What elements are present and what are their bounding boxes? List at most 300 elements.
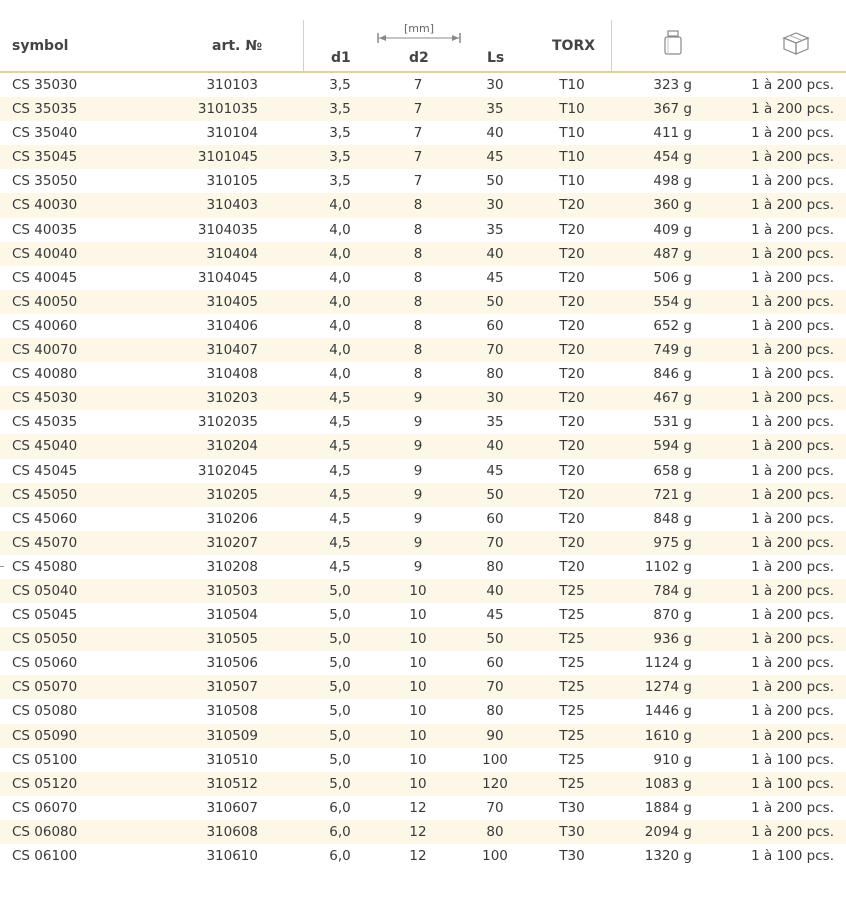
cell-weight: 323 g [653, 77, 692, 93]
cell-art-no: 310104 [206, 125, 258, 142]
cell-pack: 1 à 100 pcs. [751, 775, 834, 792]
cell-pack: 1 à 100 pcs. [751, 751, 834, 768]
cell-d1: 3,5 [329, 149, 351, 166]
table-row [0, 410, 846, 434]
cell-weight: 1274 g [644, 679, 692, 696]
cell-d2: 8 [413, 269, 423, 286]
cell-pack: 1 à 200 pcs. [751, 534, 834, 551]
cell-symbol: CS 45070 [12, 534, 78, 551]
cell-d1: 5,0 [329, 607, 351, 624]
table-row [0, 531, 846, 555]
cell-art-no: 310208 [206, 558, 258, 575]
header-symbol: symbol [12, 38, 69, 54]
cell-pack: 1 à 200 pcs. [751, 607, 834, 624]
cell-pack: 1 à 200 pcs. [751, 438, 834, 455]
cell-torx: T25 [559, 751, 585, 768]
cell-art-no: 310205 [206, 486, 258, 503]
cell-ls: 80 [486, 558, 504, 575]
cell-pack: 1 à 200 pcs. [751, 245, 834, 262]
cell-d2: 10 [409, 631, 427, 648]
cell-ls: 100 [482, 848, 508, 864]
cell-symbol: CS 40040 [12, 245, 78, 262]
cell-d1: 4,5 [329, 534, 351, 551]
table-row [0, 507, 846, 531]
cell-ls: 80 [486, 823, 504, 840]
cell-d2: 8 [413, 221, 423, 238]
cell-d2: 12 [409, 823, 427, 840]
table-row [0, 169, 846, 193]
cell-pack: 1 à 200 pcs. [751, 558, 834, 575]
cell-d2: 10 [409, 775, 427, 792]
cell-symbol: CS 45060 [12, 510, 78, 527]
table-row [0, 362, 846, 386]
cell-torx: T20 [559, 534, 585, 551]
cell-d2: 7 [413, 77, 423, 93]
cell-torx: T30 [559, 848, 585, 864]
cell-weight: 936 g [653, 631, 692, 648]
cell-torx: T20 [559, 438, 585, 455]
cell-torx: T25 [559, 607, 585, 624]
cell-d1: 3,5 [329, 77, 351, 93]
cell-ls: 30 [486, 197, 504, 214]
cell-art-no: 310103 [206, 77, 258, 93]
cell-d2: 12 [409, 848, 427, 864]
cell-symbol: CS 40045 [12, 269, 78, 286]
cell-torx: T20 [559, 293, 585, 310]
header-divider [303, 20, 304, 72]
cell-symbol: CS 05045 [12, 607, 78, 624]
cell-weight: 554 g [653, 293, 692, 310]
cell-d2: 10 [409, 703, 427, 720]
cell-d1: 5,0 [329, 751, 351, 768]
cell-d2: 9 [413, 438, 423, 455]
cell-d1: 4,5 [329, 558, 351, 575]
cell-symbol: CS 35050 [12, 173, 78, 190]
cell-art-no: 310207 [206, 534, 258, 551]
cell-torx: T25 [559, 631, 585, 648]
cell-d1: 4,5 [329, 390, 351, 407]
cell-weight: 870 g [653, 607, 692, 624]
table-body [0, 73, 846, 868]
cell-ls: 70 [486, 679, 504, 696]
table-row [0, 796, 846, 820]
cell-torx: T20 [559, 462, 585, 479]
cell-ls: 35 [486, 221, 504, 238]
cell-weight: 594 g [653, 438, 692, 455]
cell-symbol: CS 05060 [12, 655, 78, 672]
table-row [0, 266, 846, 290]
table-row [0, 193, 846, 217]
cell-ls: 50 [486, 486, 504, 503]
cell-d2: 7 [413, 173, 423, 190]
cell-symbol: CS 35040 [12, 125, 78, 142]
cell-weight: 1320 g [644, 848, 692, 864]
cell-torx: T20 [559, 390, 585, 407]
cell-symbol: CS 35035 [12, 101, 78, 118]
cell-torx: T25 [559, 582, 585, 599]
header-divider [611, 20, 612, 72]
cell-d2: 9 [413, 510, 423, 527]
cell-pack: 1 à 200 pcs. [751, 679, 834, 696]
cell-art-no: 3101045 [197, 149, 258, 166]
cell-ls: 45 [486, 149, 504, 166]
cell-symbol: CS 05050 [12, 631, 78, 648]
cell-symbol: CS 40070 [12, 342, 78, 359]
cell-d2: 7 [413, 101, 423, 118]
cell-weight: 721 g [653, 486, 692, 503]
cell-ls: 120 [482, 775, 508, 792]
table-row [0, 434, 846, 458]
cell-weight: 411 g [653, 125, 692, 142]
cell-art-no: 310403 [206, 197, 258, 214]
cell-d1: 4,5 [329, 510, 351, 527]
cell-pack: 1 à 200 pcs. [751, 823, 834, 840]
cell-pack: 1 à 200 pcs. [751, 173, 834, 190]
cell-symbol: CS 06100 [12, 848, 78, 864]
cell-d2: 10 [409, 727, 427, 744]
cell-ls: 70 [486, 799, 504, 816]
cell-d1: 4,0 [329, 317, 351, 334]
table-row [0, 386, 846, 410]
cell-pack: 1 à 200 pcs. [751, 582, 834, 599]
cell-d2: 8 [413, 293, 423, 310]
cell-symbol: CS 45040 [12, 438, 78, 455]
cell-pack: 1 à 200 pcs. [751, 342, 834, 359]
cell-d2: 9 [413, 414, 423, 431]
cell-symbol: CS 06070 [12, 799, 78, 816]
cell-symbol: CS 05100 [12, 751, 78, 768]
unit-label: [mm] [403, 22, 434, 35]
table-row [0, 290, 846, 314]
cell-art-no: 310503 [206, 582, 258, 599]
cell-d1: 4,0 [329, 269, 351, 286]
table-row [0, 627, 846, 651]
cell-torx: T20 [559, 510, 585, 527]
cell-pack: 1 à 200 pcs. [751, 414, 834, 431]
cell-ls: 100 [482, 751, 508, 768]
cell-d1: 4,5 [329, 462, 351, 479]
cell-torx: T10 [559, 125, 585, 142]
cell-torx: T10 [559, 77, 585, 93]
table-row [0, 820, 846, 844]
table-row [0, 338, 846, 362]
table-row [0, 97, 846, 121]
table-row [0, 772, 846, 796]
cell-weight: 846 g [653, 366, 692, 383]
cell-pack: 1 à 200 pcs. [751, 727, 834, 744]
cell-d2: 8 [413, 342, 423, 359]
cell-art-no: 310408 [206, 366, 258, 383]
cell-pack: 1 à 200 pcs. [751, 462, 834, 479]
header-art-no: art. № [212, 38, 263, 54]
cell-weight: 467 g [653, 390, 692, 407]
dimension-arrow-icon [374, 22, 464, 44]
cell-weight: 367 g [653, 101, 692, 118]
table-row [0, 483, 846, 507]
cell-weight: 1610 g [644, 727, 692, 744]
cell-symbol: CS 40035 [12, 221, 78, 238]
cell-symbol: CS 05080 [12, 703, 78, 720]
cell-symbol: CS 40080 [12, 366, 78, 383]
cell-symbol: CS 05040 [12, 582, 78, 599]
cell-weight: 1884 g [644, 799, 692, 816]
table-row [0, 73, 846, 97]
header-torx: TORX [552, 38, 596, 54]
cell-d1: 5,0 [329, 655, 351, 672]
cell-torx: T10 [559, 149, 585, 166]
cell-weight: 749 g [653, 342, 692, 359]
cell-torx: T20 [559, 317, 585, 334]
cell-ls: 50 [486, 631, 504, 648]
cell-weight: 910 g [653, 751, 692, 768]
cell-art-no: 310506 [206, 655, 258, 672]
cell-d1: 6,0 [329, 799, 351, 816]
cell-art-no: 310507 [206, 679, 258, 696]
cell-art-no: 310512 [206, 775, 258, 792]
cell-symbol: CS 40060 [12, 317, 78, 334]
unit-indicator [374, 22, 464, 44]
cell-ls: 90 [486, 727, 504, 744]
cell-d1: 3,5 [329, 101, 351, 118]
cell-d2: 10 [409, 751, 427, 768]
cell-pack: 1 à 200 pcs. [751, 366, 834, 383]
table-row [0, 748, 846, 772]
table-row [0, 724, 846, 748]
cell-d2: 9 [413, 462, 423, 479]
cell-weight: 454 g [653, 149, 692, 166]
cell-torx: T20 [559, 245, 585, 262]
cell-d1: 5,0 [329, 679, 351, 696]
cell-d2: 10 [409, 679, 427, 696]
table-row [0, 675, 846, 699]
cell-symbol: CS 45045 [12, 462, 78, 479]
cell-pack: 1 à 200 pcs. [751, 197, 834, 214]
cell-torx: T20 [559, 269, 585, 286]
table-row [0, 603, 846, 627]
cell-d1: 4,5 [329, 438, 351, 455]
cell-weight: 1124 g [644, 655, 692, 672]
cell-d2: 8 [413, 317, 423, 334]
cell-torx: T25 [559, 727, 585, 744]
cell-d1: 4,0 [329, 221, 351, 238]
header-ls: Ls [487, 50, 505, 66]
cell-torx: T30 [559, 799, 585, 816]
cell-d1: 4,0 [329, 366, 351, 383]
cell-pack: 1 à 200 pcs. [751, 221, 834, 238]
cell-art-no: 310608 [206, 823, 258, 840]
edge-mark [0, 566, 4, 567]
cell-art-no: 310406 [206, 317, 258, 334]
cell-d1: 4,5 [329, 414, 351, 431]
cell-d2: 9 [413, 534, 423, 551]
cell-symbol: CS 35030 [12, 77, 78, 93]
cell-d2: 10 [409, 582, 427, 599]
cell-weight: 487 g [653, 245, 692, 262]
cell-art-no: 3102045 [197, 462, 258, 479]
cell-ls: 80 [486, 703, 504, 720]
cell-torx: T20 [559, 197, 585, 214]
cell-art-no: 310610 [206, 848, 258, 864]
cell-art-no: 310407 [206, 342, 258, 359]
cell-ls: 30 [486, 77, 504, 93]
cell-ls: 40 [486, 125, 504, 142]
table-row [0, 145, 846, 169]
cell-art-no: 310105 [206, 173, 258, 190]
cell-pack: 1 à 200 pcs. [751, 390, 834, 407]
cell-weight: 1102 g [644, 558, 692, 575]
cell-ls: 60 [486, 655, 504, 672]
cell-art-no: 3101035 [197, 101, 258, 118]
cell-symbol: CS 05090 [12, 727, 78, 744]
cell-ls: 70 [486, 342, 504, 359]
cell-ls: 70 [486, 534, 504, 551]
cell-ls: 35 [486, 414, 504, 431]
cell-torx: T25 [559, 655, 585, 672]
table-row [0, 699, 846, 723]
cell-pack: 1 à 200 pcs. [751, 703, 834, 720]
cell-torx: T20 [559, 221, 585, 238]
cell-torx: T25 [559, 775, 585, 792]
cell-ls: 45 [486, 607, 504, 624]
table-row [0, 218, 846, 242]
cell-pack: 1 à 200 pcs. [751, 269, 834, 286]
table-header [0, 0, 846, 72]
cell-symbol: CS 35045 [12, 149, 78, 166]
cell-symbol: CS 05120 [12, 775, 78, 792]
cell-weight: 1446 g [644, 703, 692, 720]
cell-d1: 6,0 [329, 823, 351, 840]
cell-art-no: 3104035 [197, 221, 258, 238]
cell-ls: 50 [486, 293, 504, 310]
cell-d1: 6,0 [329, 848, 351, 864]
cell-weight: 498 g [653, 173, 692, 190]
cell-d2: 7 [413, 125, 423, 142]
cell-d1: 4,0 [329, 197, 351, 214]
cell-torx: T20 [559, 414, 585, 431]
cell-art-no: 310206 [206, 510, 258, 527]
cell-weight: 848 g [653, 510, 692, 527]
cell-art-no: 310505 [206, 631, 258, 648]
cell-torx: T10 [559, 101, 585, 118]
weight-icon [662, 28, 688, 58]
table-row [0, 459, 846, 483]
cell-ls: 60 [486, 510, 504, 527]
cell-torx: T30 [559, 823, 585, 840]
cell-d2: 7 [413, 149, 423, 166]
table-row [0, 579, 846, 603]
cell-ls: 40 [486, 245, 504, 262]
cell-pack: 1 à 200 pcs. [751, 631, 834, 648]
cell-d1: 5,0 [329, 582, 351, 599]
cell-pack: 1 à 200 pcs. [751, 101, 834, 118]
cell-pack: 1 à 200 pcs. [751, 655, 834, 672]
cell-ls: 60 [486, 317, 504, 334]
cell-art-no: 310607 [206, 799, 258, 816]
cell-d2: 9 [413, 390, 423, 407]
cell-art-no: 3104045 [197, 269, 258, 286]
cell-symbol: CS 05070 [12, 679, 78, 696]
table-row [0, 844, 846, 868]
cell-symbol: CS 40030 [12, 197, 78, 214]
cell-weight: 409 g [653, 221, 692, 238]
cell-torx: T20 [559, 366, 585, 383]
cell-pack: 1 à 100 pcs. [751, 848, 834, 864]
cell-ls: 40 [486, 582, 504, 599]
cell-d2: 9 [413, 558, 423, 575]
cell-weight: 2094 g [644, 823, 692, 840]
cell-weight: 975 g [653, 534, 692, 551]
cell-weight: 360 g [653, 197, 692, 214]
cell-ls: 50 [486, 173, 504, 190]
cell-torx: T10 [559, 173, 585, 190]
cell-d1: 5,0 [329, 727, 351, 744]
cell-art-no: 310404 [206, 245, 258, 262]
cell-ls: 40 [486, 438, 504, 455]
cell-weight: 506 g [653, 269, 692, 286]
cell-pack: 1 à 200 pcs. [751, 149, 834, 166]
cell-d1: 4,0 [329, 245, 351, 262]
table-row [0, 242, 846, 266]
cell-ls: 45 [486, 269, 504, 286]
cell-ls: 30 [486, 390, 504, 407]
cell-d2: 10 [409, 655, 427, 672]
cell-d1: 5,0 [329, 631, 351, 648]
cell-ls: 35 [486, 101, 504, 118]
cell-d1: 4,5 [329, 486, 351, 503]
cell-pack: 1 à 200 pcs. [751, 293, 834, 310]
cell-d2: 12 [409, 799, 427, 816]
cell-d2: 8 [413, 245, 423, 262]
cell-art-no: 310203 [206, 390, 258, 407]
cell-pack: 1 à 200 pcs. [751, 317, 834, 334]
cell-art-no: 3102035 [197, 414, 258, 431]
cell-d2: 8 [413, 366, 423, 383]
cell-d2: 8 [413, 197, 423, 214]
cell-art-no: 310510 [206, 751, 258, 768]
cell-torx: T25 [559, 703, 585, 720]
cell-torx: T20 [559, 558, 585, 575]
cell-torx: T20 [559, 486, 585, 503]
cell-ls: 45 [486, 462, 504, 479]
cell-weight: 784 g [653, 582, 692, 599]
cell-symbol: CS 06080 [12, 823, 78, 840]
cell-pack: 1 à 200 pcs. [751, 486, 834, 503]
header-d1: d1 [331, 50, 351, 66]
cell-art-no: 310508 [206, 703, 258, 720]
cell-symbol: CS 40050 [12, 293, 78, 310]
cell-d1: 3,5 [329, 173, 351, 190]
cell-symbol: CS 45035 [12, 414, 78, 431]
table-row [0, 555, 846, 579]
cell-d1: 5,0 [329, 775, 351, 792]
cell-d1: 4,0 [329, 293, 351, 310]
cell-pack: 1 à 200 pcs. [751, 510, 834, 527]
table-row [0, 651, 846, 675]
cell-weight: 1083 g [644, 775, 692, 792]
cell-d2: 10 [409, 607, 427, 624]
header-d2: d2 [409, 50, 429, 66]
cell-art-no: 310509 [206, 727, 258, 744]
cell-torx: T25 [559, 679, 585, 696]
table-row [0, 121, 846, 145]
cell-art-no: 310204 [206, 438, 258, 455]
cell-d1: 4,0 [329, 342, 351, 359]
cell-d2: 9 [413, 486, 423, 503]
cell-weight: 658 g [653, 462, 692, 479]
table-row [0, 314, 846, 338]
cell-d1: 3,5 [329, 125, 351, 142]
cell-pack: 1 à 200 pcs. [751, 799, 834, 816]
